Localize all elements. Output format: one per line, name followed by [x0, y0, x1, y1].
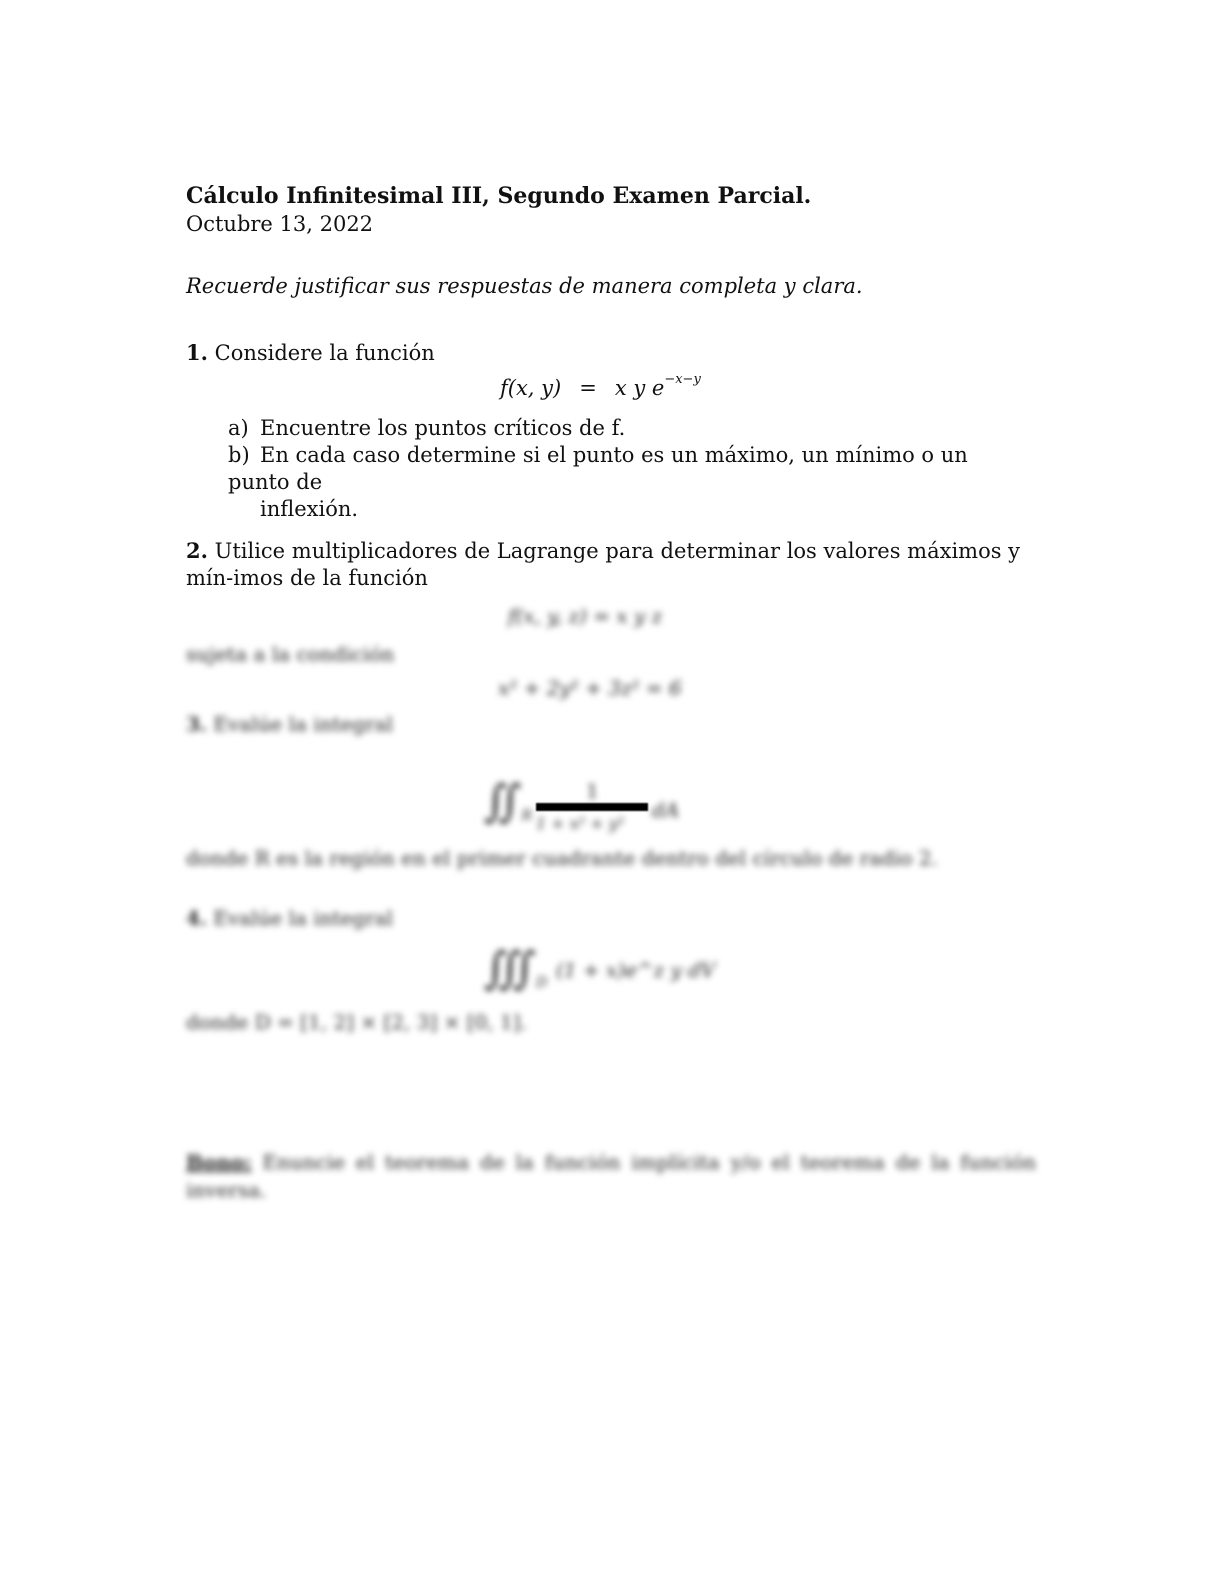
question-2-intro [186, 537, 1026, 592]
formula-rhs-base: x y e [614, 376, 665, 400]
question-4-integral [484, 943, 547, 994]
item-label: a) [228, 416, 249, 440]
item-text-line2: inflexión. [260, 497, 359, 521]
question-4-text: Evalúe la integral [213, 906, 394, 930]
question-2-condition: x² + 2y² + 3z² = 6 [498, 676, 682, 700]
question-2-text: Utilice multiplicadores de Lagrange para determinar los valores máximos y mín-imos de la función [186, 539, 1021, 590]
question-2-condition-label: sujeta a la condición [186, 642, 395, 666]
question-2-formula: f(x, y, z) = x y z [508, 604, 663, 628]
question-2-number: 2. [186, 538, 208, 563]
question-3-text: Evalúe la integral [213, 712, 394, 736]
question-3-region-note: donde R es la región en el primer cuadrante dentro del círculo de radio 2. [186, 846, 938, 870]
question-1-item-b [228, 442, 1028, 523]
integral-differential: dA [652, 798, 680, 822]
item-label: b) [228, 443, 250, 467]
triple-integral-symbol: ∭ [484, 943, 537, 994]
item-text: Encuentre los puntos críticos de f. [260, 416, 626, 440]
integral-region: R [521, 808, 533, 825]
formula-lhs: f(x, y) [500, 376, 562, 400]
question-1-number: 1. [186, 340, 208, 365]
formula-rhs-exponent: −x−y [664, 372, 701, 387]
fraction-bar [536, 803, 648, 811]
exam-title: Cálculo Infinitesimal III, Segundo Examen Parcial. [186, 183, 812, 209]
question-4-integrand: (1 + x)e^z y dV [556, 958, 716, 982]
formula-relation: = [579, 376, 597, 400]
question-1-intro [186, 340, 435, 365]
question-3-integral [484, 776, 532, 827]
question-4-intro [186, 906, 393, 930]
question-1-item-a [228, 415, 625, 442]
instructions: Recuerde justificar sus respuestas de manera completa y clara. [186, 274, 863, 298]
question-1-text: Considere la función [214, 341, 435, 365]
fraction-numerator: 1 [586, 779, 599, 803]
question-4-number: 4. [186, 906, 207, 930]
exam-date: Octubre 13, 2022 [186, 212, 374, 236]
question-4-region-note: donde D = [1, 2] × [2, 3] × [0, 1]. [186, 1010, 527, 1034]
question-1-formula [500, 372, 701, 400]
double-integral-symbol: ∬ [484, 776, 522, 827]
fraction-denominator: 1 + x² + y² [536, 814, 625, 833]
question-3-number: 3. [186, 712, 207, 736]
bonus-text: Enuncie el teorema de la función implícita y/o el teorema de la función inversa. [186, 1150, 1036, 1202]
item-text-line1: En cada caso determine si el punto es un máximo, un mínimo o un punto de [228, 443, 968, 494]
question-3-intro [186, 712, 393, 736]
integral-region: D [536, 975, 548, 992]
bonus-label: Bono: [186, 1150, 252, 1174]
bonus-question [186, 1148, 1036, 1204]
